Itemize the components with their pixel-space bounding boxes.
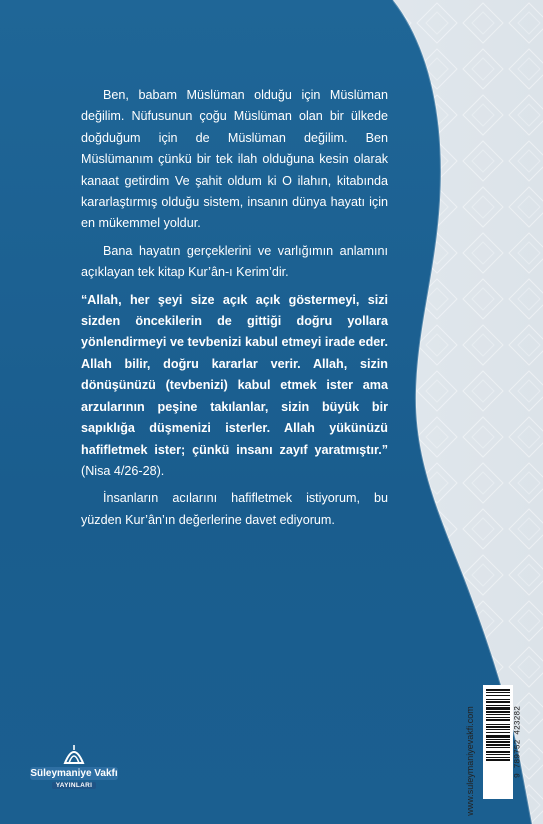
barcode-bar — [486, 714, 510, 715]
quran-quote — [81, 290, 388, 483]
barcode-bar — [486, 701, 510, 703]
barcode-bar — [486, 726, 510, 728]
barcode-bar — [486, 689, 510, 691]
barcode-bar — [486, 699, 510, 700]
barcode-bar — [486, 739, 510, 740]
barcode-bar — [486, 692, 510, 693]
barcode-bar — [486, 751, 510, 753]
barcode-bar — [486, 729, 510, 730]
isbn-digits: 9 789752 423282 — [513, 705, 523, 779]
barcode-bar — [486, 741, 510, 743]
website-url: www.suleymaniyevakfi.com — [465, 706, 475, 816]
publisher-subtitle: YAYINLARI — [52, 782, 96, 789]
barcode-bar — [486, 719, 510, 721]
barcode-bar — [486, 705, 510, 706]
barcode-bar — [486, 754, 510, 755]
barcode-bar — [486, 735, 510, 738]
quote-reference: (Nisa 4/26-28). — [81, 463, 165, 478]
quote-text: “Allah, her şeyi size açık açık göstermeyi, sizi sizden öncekilerin de gittiği doğru yollara yönlendirmeyi ve tevbenizi kabul etmeyi irade eder. Allah bilir, doğru kararlar verir. Allah, sizin dönüşünüzü (tevbenizi) kabul etmek ister ama arzularının peşine takılanlar, sizin büyük bir sapıklığa düşmenizi isterler. Allah yükünüzü hafifletmek ister; çünkü insanı zayıf yaratmıştır.” — [81, 292, 388, 457]
paragraph: İnsanların acılarını hafifletmek istiyorum, bu yüzden Kur’ân’ın değerlerine davet ediyorum. — [81, 491, 388, 527]
barcode-bar — [486, 711, 510, 713]
paragraph: Bana hayatın gerçeklerini ve varlığımın anlamını açıklayan tek kitap Kur’ân-ı Kerim’dir. — [81, 243, 388, 280]
barcode-bar — [486, 759, 510, 761]
back-cover-text — [81, 85, 388, 537]
barcode-bar — [486, 724, 510, 725]
barcode-bars — [483, 685, 513, 799]
publisher-logo — [30, 743, 118, 793]
barcode-bar — [486, 732, 510, 733]
barcode-bar — [486, 695, 510, 696]
barcode-bar — [486, 717, 510, 718]
dome-icon — [62, 743, 86, 767]
barcode-bar — [486, 757, 510, 758]
barcode-bar — [486, 747, 510, 748]
barcode-bar — [486, 707, 510, 710]
barcode-bar — [486, 744, 510, 746]
isbn-barcode — [483, 685, 513, 799]
publisher-name: Süleymaniye Vakfı — [30, 768, 118, 779]
paragraph: Ben, babam Müslüman olduğu için Müslüman değilim. Nüfusunun çoğu Müslüman olan bir ülkede doğduğum için de Müslüman değilim. Ben Müslümanım çünkü bir tek ilah olduğuna kesin olarak kanaat getirdim Ve şahit oldum ki O ilahın, kitabında kararlaştırmış olduğu sistem, insanın dünya hayatı için en mükemmel yoldur. — [81, 88, 388, 231]
